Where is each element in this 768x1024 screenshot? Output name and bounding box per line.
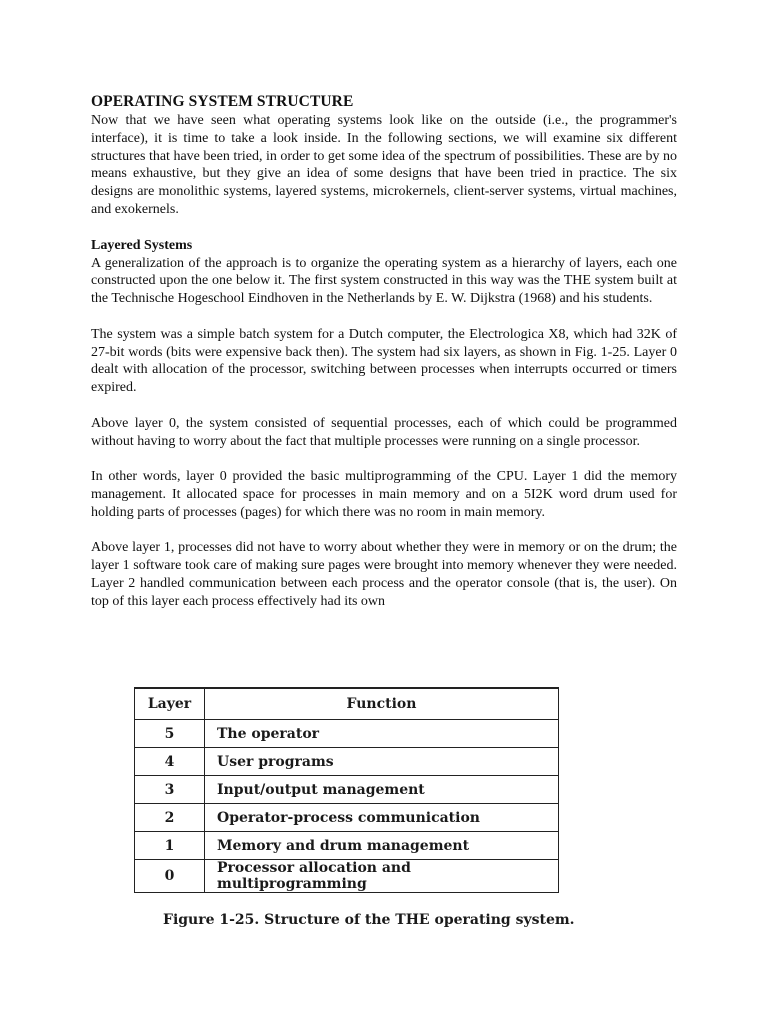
- function-column-header: Function: [205, 688, 559, 720]
- table-row: [135, 748, 559, 776]
- layer-function: Processor allocation and multiprogramming: [205, 860, 559, 893]
- layer-function: Memory and drum management: [205, 832, 559, 860]
- paragraph-1: A generalization of the approach is to organize the operating system as a hierarchy of layers, each one constructed upon the one below it. The first system constructed in this way was the THE system built at the Technische Hogeschool Eindhoven in the Netherlands by E. W. Dijkstra (1968) and his students.: [91, 255, 677, 307]
- layer-number: 5: [135, 720, 205, 748]
- figure-caption: Figure 1-25. Structure of the THE operating system.: [163, 912, 575, 928]
- layer-function: The operator: [205, 720, 559, 748]
- table-row: [135, 804, 559, 832]
- paragraph-2: The system was a simple batch system for a Dutch computer, the Electrologica X8, which had 32K of 27-bit words (bits were expensive back then). The system had six layers, as shown in Fig. 1-25. Layer 0 dealt with allocation of the processor, switching between processes when interrupts occurred or timers expired.: [91, 326, 677, 396]
- layer-function: Operator-process communication: [205, 804, 559, 832]
- spacer: [91, 308, 677, 326]
- section-title: Layered Systems: [91, 237, 193, 253]
- spacer: [91, 522, 677, 540]
- spacer: [91, 219, 677, 237]
- intro-paragraph: Now that we have seen what operating systems look like on the outside (i.e., the programmer's interface), it is time to take a look inside. In the following sections, we will examine six different structures that have been tried, in order to get some idea of the spectrum of possibilities. These are by no means exhaustive, but they give an idea of some designs that have been tried in practice. The six designs are monolithic systems, layered systems, microkernels, client-server systems, virtual machines, and exokernels.: [91, 113, 677, 217]
- layer-number: 0: [135, 860, 205, 893]
- paragraph-3: Above layer 0, the system consisted of sequential processes, each of which could be programmed without having to worry about the fact that multiple processes were running on a single processor.: [91, 415, 677, 449]
- spacer: [91, 450, 677, 468]
- paragraph-5: Above layer 1, processes did not have to worry about whether they were in memory or on the drum; the layer 1 software took care of making sure pages were brought into memory whenever they were needed. Layer 2 handled communication between each process and the operator console (that is, the user). On top of this layer each process effectively had its own: [91, 540, 677, 609]
- layer-number: 1: [135, 832, 205, 860]
- table-header-row: [135, 688, 559, 720]
- table-row: [135, 720, 559, 748]
- page-title: OPERATING SYSTEM STRUCTURE: [91, 93, 354, 110]
- layer-column-header: Layer: [135, 688, 205, 720]
- paragraph-4: In other words, layer 0 provided the basic multiprogramming of the CPU. Layer 1 did the memory management. It allocated space for processes in main memory and on a 5I2K word drum used for holding parts of processes (pages) for which there was no room in main memory.: [91, 469, 677, 520]
- layers-table-container: [134, 687, 559, 893]
- layer-function: User programs: [205, 748, 559, 776]
- table-row: [135, 860, 559, 893]
- layer-number: 3: [135, 776, 205, 804]
- layer-number: 4: [135, 748, 205, 776]
- document-body: [91, 92, 677, 611]
- table-row: [135, 832, 559, 860]
- layers-table: [134, 687, 559, 893]
- layer-function: Input/output management: [205, 776, 559, 804]
- table-row: [135, 776, 559, 804]
- layer-number: 2: [135, 804, 205, 832]
- spacer: [91, 397, 677, 415]
